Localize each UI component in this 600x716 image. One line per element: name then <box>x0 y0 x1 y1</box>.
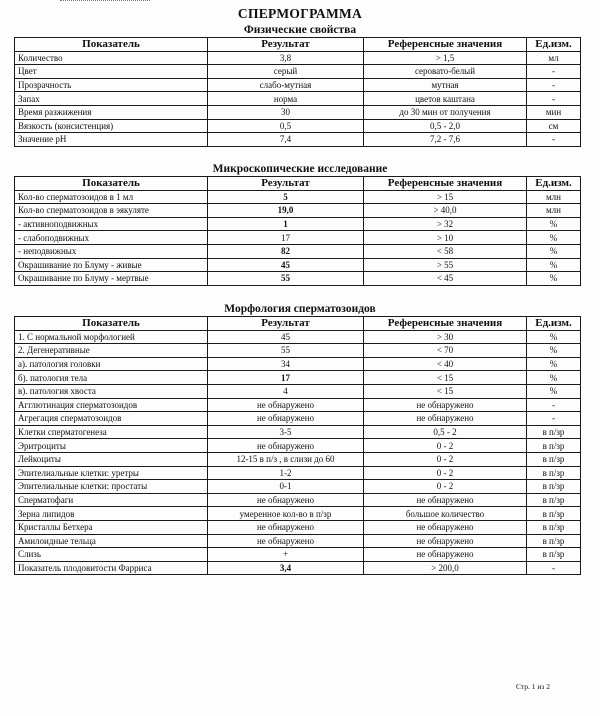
table-row <box>15 520 581 534</box>
row-unit-cell: % <box>527 371 581 385</box>
table-row <box>15 78 581 92</box>
row-param-cell: Амилоидные тельца <box>15 534 208 548</box>
section-title-physical: Физические свойства <box>243 24 357 36</box>
row-ref-cell: > 30 <box>364 330 527 344</box>
row-unit-cell: % <box>527 272 581 286</box>
table-row <box>15 398 581 412</box>
table-row <box>15 190 581 204</box>
row-ref-cell: не обнаружено <box>364 412 527 426</box>
row-ref-cell: > 1,5 <box>364 51 527 65</box>
row-unit-cell: в п/зр <box>527 425 581 439</box>
row-ref-cell: > 10 <box>364 231 527 245</box>
row-param-cell: 1. С нормальной морфологией <box>15 330 208 344</box>
row-unit-cell: в п/зр <box>527 520 581 534</box>
row-unit-cell: в п/зр <box>527 466 581 480</box>
row-result-cell: не обнаружено <box>208 520 364 534</box>
row-unit-cell: % <box>527 258 581 272</box>
row-unit-cell: в п/зр <box>527 507 581 521</box>
row-ref-cell: 0,5 - 2 <box>364 425 527 439</box>
row-unit-cell: - <box>527 398 581 412</box>
section-title-morphology: Морфология сперматозоидов <box>224 303 376 315</box>
table-row <box>15 480 581 494</box>
table-row <box>15 425 581 439</box>
row-ref-cell: серовато-белый <box>364 65 527 79</box>
header-param: Показатель <box>15 177 208 191</box>
row-unit-cell: - <box>527 412 581 426</box>
table-row <box>15 561 581 575</box>
row-result-cell: 30 <box>208 105 364 119</box>
row-param-cell: - неподвижных <box>15 244 208 258</box>
row-ref-cell: > 55 <box>364 258 527 272</box>
row-param-cell: Лейкоциты <box>15 452 208 466</box>
row-result-cell: серый <box>208 65 364 79</box>
row-unit-cell: % <box>527 344 581 358</box>
row-param-cell: Эпителиальные клетки: уретры <box>15 466 208 480</box>
row-param-cell: Зерна липидов <box>15 507 208 521</box>
table-row <box>15 466 581 480</box>
row-result-cell: 45 <box>208 258 364 272</box>
table-row <box>15 439 581 453</box>
table-row <box>15 204 581 218</box>
row-ref-cell: большое количество <box>364 507 527 521</box>
row-unit-cell: в п/зр <box>527 439 581 453</box>
row-param-cell: Цвет <box>15 65 208 79</box>
row-param-cell: Сперматофаги <box>15 493 208 507</box>
row-ref-cell: не обнаружено <box>364 398 527 412</box>
morphology-table <box>14 316 581 575</box>
row-param-cell: Вязкость (консистенция) <box>15 119 208 133</box>
row-result-cell: не обнаружено <box>208 493 364 507</box>
row-ref-cell: > 32 <box>364 217 527 231</box>
row-unit-cell: в п/зр <box>527 493 581 507</box>
row-unit-cell: % <box>527 357 581 371</box>
row-param-cell: Клетки сперматогенеза <box>15 425 208 439</box>
table-row <box>15 534 581 548</box>
row-ref-cell: < 70 <box>364 344 527 358</box>
row-result-cell: не обнаружено <box>208 534 364 548</box>
header-ref: Референсные значения <box>364 317 527 331</box>
physical-table <box>14 37 581 147</box>
table-row <box>15 384 581 398</box>
row-param-cell: Кол-во сперматозоидов в эякуляте <box>15 204 208 218</box>
row-ref-cell: 0 - 2 <box>364 466 527 480</box>
header-ref: Референсные значения <box>364 177 527 191</box>
row-unit-cell: - <box>527 561 581 575</box>
row-unit-cell: млн <box>527 204 581 218</box>
page-number: Стр. 1 из 2 <box>516 682 550 691</box>
row-param-cell: Слизь <box>15 548 208 562</box>
row-ref-cell: < 15 <box>364 371 527 385</box>
row-unit-cell: % <box>527 384 581 398</box>
row-result-cell: норма <box>208 92 364 106</box>
row-ref-cell: > 200,0 <box>364 561 527 575</box>
row-unit-cell: мин <box>527 105 581 119</box>
header-unit: Ед.изм. <box>527 177 581 191</box>
row-result-cell: не обнаружено <box>208 398 364 412</box>
row-ref-cell: < 45 <box>364 272 527 286</box>
row-ref-cell: мутная <box>364 78 527 92</box>
table-row <box>15 65 581 79</box>
row-result-cell: 82 <box>208 244 364 258</box>
row-unit-cell: % <box>527 217 581 231</box>
row-ref-cell: 0 - 2 <box>364 452 527 466</box>
table-row <box>15 412 581 426</box>
row-param-cell: Время разжижения <box>15 105 208 119</box>
row-ref-cell: < 15 <box>364 384 527 398</box>
row-param-cell: Кол-во сперматозоидов в 1 мл <box>15 190 208 204</box>
row-ref-cell: 0 - 2 <box>364 439 527 453</box>
header-ref: Референсные значения <box>364 38 527 52</box>
table-row <box>15 548 581 562</box>
row-result-cell: 1 <box>208 217 364 231</box>
row-unit-cell: в п/зр <box>527 534 581 548</box>
table-header-row <box>15 177 581 191</box>
row-param-cell: Эпителиальные клетки: простаты <box>15 480 208 494</box>
row-unit-cell: - <box>527 65 581 79</box>
row-ref-cell: > 40,0 <box>364 204 527 218</box>
row-result-cell: 1-2 <box>208 466 364 480</box>
row-param-cell: Агглютинация сперматозоидов <box>15 398 208 412</box>
row-unit-cell: - <box>527 133 581 147</box>
row-ref-cell: не обнаружено <box>364 534 527 548</box>
row-result-cell: 3-5 <box>208 425 364 439</box>
row-unit-cell: - <box>527 78 581 92</box>
row-result-cell: не обнаружено <box>208 412 364 426</box>
header-result: Результат <box>208 38 364 52</box>
row-param-cell: - активноподвижных <box>15 217 208 231</box>
row-unit-cell: в п/зр <box>527 452 581 466</box>
row-ref-cell: > 15 <box>364 190 527 204</box>
row-param-cell: Эритроциты <box>15 439 208 453</box>
table-row <box>15 357 581 371</box>
row-ref-cell: 0 - 2 <box>364 480 527 494</box>
table-row <box>15 493 581 507</box>
top-dotted-fragment <box>60 0 150 4</box>
table-row <box>15 272 581 286</box>
row-param-cell: Запах <box>15 92 208 106</box>
row-result-cell: 17 <box>208 371 364 385</box>
row-result-cell: 55 <box>208 344 364 358</box>
row-param-cell: - слабоподвижных <box>15 231 208 245</box>
row-unit-cell: в п/зр <box>527 480 581 494</box>
row-unit-cell: - <box>527 92 581 106</box>
row-result-cell: 34 <box>208 357 364 371</box>
row-param-cell: Прозрачность <box>15 78 208 92</box>
row-result-cell: 55 <box>208 272 364 286</box>
row-result-cell: 4 <box>208 384 364 398</box>
row-param-cell: а). патология головки <box>15 357 208 371</box>
row-unit-cell: в п/зр <box>527 548 581 562</box>
row-result-cell: 7,4 <box>208 133 364 147</box>
microscopic-table <box>14 176 581 286</box>
table-row <box>15 507 581 521</box>
row-ref-cell: до 30 мин от получения <box>364 105 527 119</box>
row-ref-cell: не обнаружено <box>364 548 527 562</box>
row-ref-cell: цветов каштана <box>364 92 527 106</box>
row-ref-cell: < 40 <box>364 357 527 371</box>
header-param: Показатель <box>15 38 208 52</box>
row-param-cell: Значение pH <box>15 133 208 147</box>
row-param-cell: в). патология хвоста <box>15 384 208 398</box>
row-param-cell: Кристаллы Бетхера <box>15 520 208 534</box>
table-row <box>15 330 581 344</box>
row-ref-cell: 7,2 - 7,6 <box>364 133 527 147</box>
row-unit-cell: мл <box>527 51 581 65</box>
row-ref-cell: 0,5 - 2,0 <box>364 119 527 133</box>
row-result-cell: 3,8 <box>208 51 364 65</box>
table-row <box>15 231 581 245</box>
header-result: Результат <box>208 177 364 191</box>
row-result-cell: умеренное кол-во в п/зр <box>208 507 364 521</box>
header-unit: Ед.изм. <box>527 38 581 52</box>
row-param-cell: б). патология тела <box>15 371 208 385</box>
header-unit: Ед.изм. <box>527 317 581 331</box>
row-result-cell: 12-15 в п/з , в слизи до 60 <box>208 452 364 466</box>
row-result-cell: 3,4 <box>208 561 364 575</box>
section-title-microscopic: Микроскопические исследование <box>212 163 388 175</box>
table-row <box>15 244 581 258</box>
table-row <box>15 371 581 385</box>
header-result: Результат <box>208 317 364 331</box>
table-header-row <box>15 317 581 331</box>
table-row <box>15 452 581 466</box>
row-unit-cell: % <box>527 244 581 258</box>
row-result-cell: 0,5 <box>208 119 364 133</box>
row-param-cell: 2. Дегенеративные <box>15 344 208 358</box>
row-unit-cell: млн <box>527 190 581 204</box>
row-result-cell: 45 <box>208 330 364 344</box>
row-ref-cell: < 58 <box>364 244 527 258</box>
row-param-cell: Окрашивание по Блуму - живые <box>15 258 208 272</box>
table-row <box>15 217 581 231</box>
row-result-cell: 17 <box>208 231 364 245</box>
row-ref-cell: не обнаружено <box>364 520 527 534</box>
row-result-cell: + <box>208 548 364 562</box>
row-result-cell: не обнаружено <box>208 439 364 453</box>
row-result-cell: 19,0 <box>208 204 364 218</box>
table-row <box>15 105 581 119</box>
row-unit-cell: % <box>527 231 581 245</box>
table-row <box>15 51 581 65</box>
row-param-cell: Показатель плодовитости Фарриса <box>15 561 208 575</box>
table-row <box>15 133 581 147</box>
table-row <box>15 119 581 133</box>
row-unit-cell: см <box>527 119 581 133</box>
table-header-row <box>15 38 581 52</box>
row-result-cell: слабо-мутная <box>208 78 364 92</box>
row-param-cell: Количество <box>15 51 208 65</box>
page-title: СПЕРМОГРАММА <box>237 6 363 21</box>
row-unit-cell: % <box>527 330 581 344</box>
row-param-cell: Агрегация сперматозоидов <box>15 412 208 426</box>
table-row <box>15 258 581 272</box>
table-row <box>15 344 581 358</box>
row-param-cell: Окрашивание по Блуму - мертвые <box>15 272 208 286</box>
table-row <box>15 92 581 106</box>
header-param: Показатель <box>15 317 208 331</box>
row-result-cell: 5 <box>208 190 364 204</box>
row-ref-cell: не обнаружено <box>364 493 527 507</box>
row-result-cell: 0-1 <box>208 480 364 494</box>
